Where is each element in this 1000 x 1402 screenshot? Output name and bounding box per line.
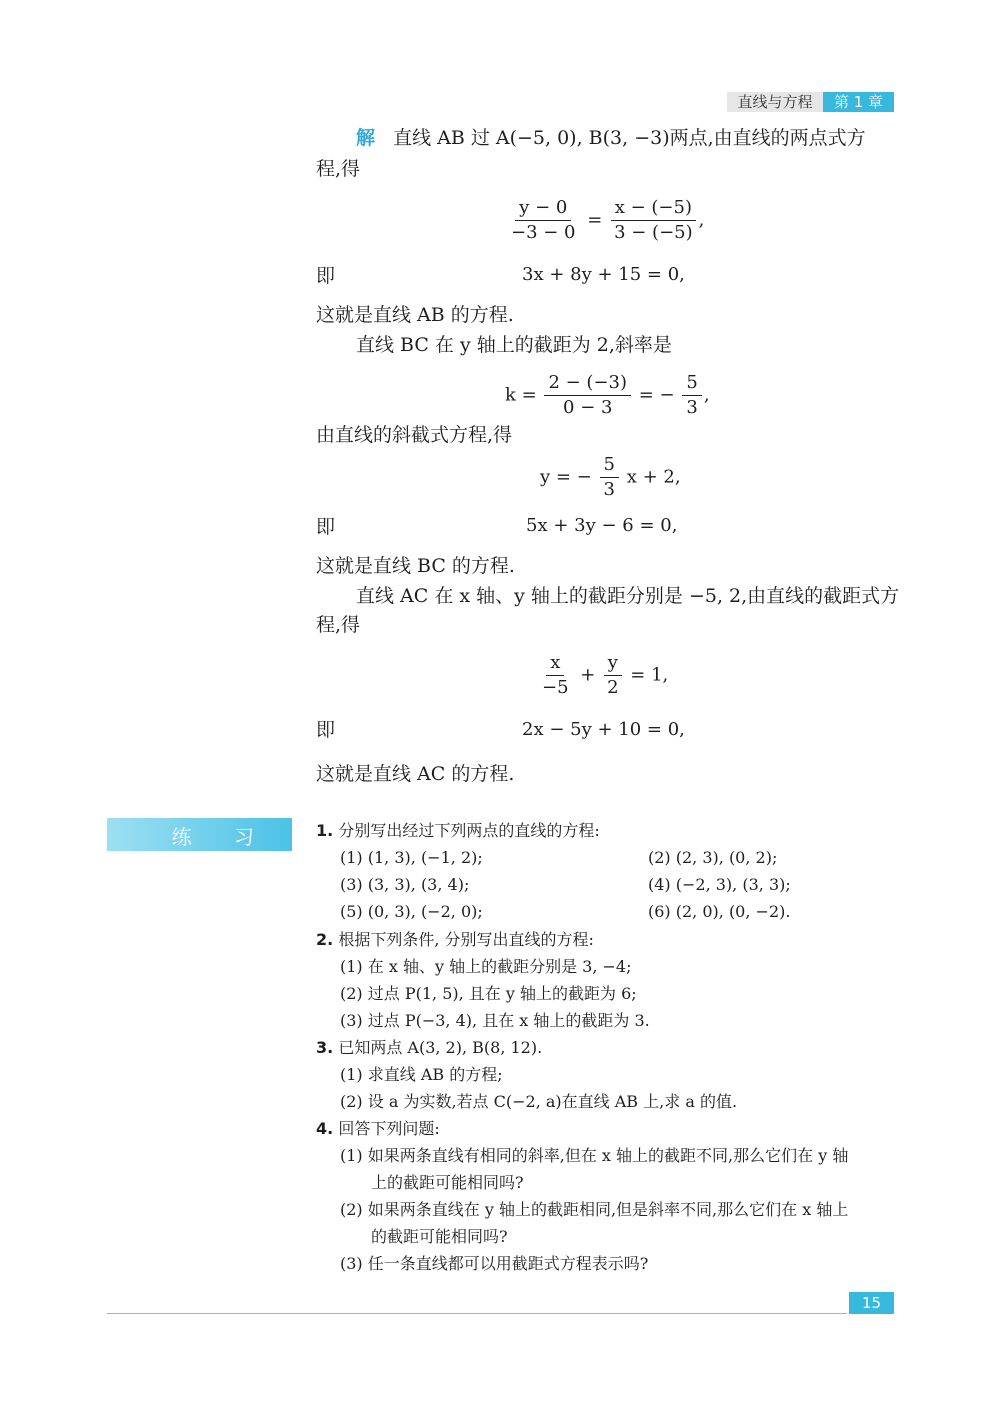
exercise-4-text: 回答下列问题:: [338, 1119, 440, 1138]
eq6-den1: −5: [542, 677, 569, 698]
eq3-mid: = −: [638, 384, 675, 406]
exercise-4-item-cont: 上的截距可能相同吗?: [371, 1173, 524, 1192]
page-number: 15: [849, 1292, 894, 1314]
solution-text-2: 程,得: [316, 158, 361, 180]
solution-text-slope-intercept: 由直线的斜截式方程,得: [316, 424, 513, 446]
solution-text-ac-2: 程,得: [316, 614, 361, 636]
eq6-den2: 2: [607, 677, 619, 698]
conclude-ab: 这就是直线 AB 的方程.: [316, 304, 514, 326]
eq6-right: = 1,: [630, 664, 669, 686]
exercise-1-item: (1) (1, 3), (−1, 2);: [340, 848, 483, 867]
exercise-1-item: (5) (0, 3), (−2, 0);: [340, 902, 483, 921]
exercise-2-item: (3) 过点 P(−3, 4), 且在 x 轴上的截距为 3.: [340, 1011, 650, 1030]
exercise-1-item: (3) (3, 3), (3, 4);: [340, 875, 470, 894]
equation-bc: 5x + 3y − 6 = 0,: [526, 515, 678, 536]
equation-ac: 2x − 5y + 10 = 0,: [522, 719, 685, 740]
solution-label: 解: [356, 127, 376, 149]
eq4-left: y = −: [540, 466, 592, 488]
exercise-1-item: (4) (−2, 3), (3, 3);: [648, 875, 791, 894]
exercise-1: [316, 818, 600, 844]
exercise-2-item: (1) 在 x 轴、y 轴上的截距分别是 3, −4;: [340, 957, 632, 976]
exercise-3-number: 3.: [316, 1038, 334, 1057]
exercise-2: [316, 927, 594, 953]
exercise-4-item: (2) 如果两条直线在 y 轴上的截距相同,但是斜率不同,那么它们在 x 轴上: [340, 1200, 849, 1219]
ji-label-2: 即: [316, 516, 336, 538]
exercise-3-text: 已知两点 A(3, 2), B(8, 12).: [338, 1038, 543, 1057]
exercise-2-text: 根据下列条件, 分别写出直线的方程:: [338, 930, 594, 949]
exercise-2-item: (2) 过点 P(1, 5), 且在 y 轴上的截距为 6;: [340, 984, 637, 1003]
exercise-4-number: 4.: [316, 1119, 334, 1138]
exercise-3-item: (1) 求直线 AB 的方程;: [340, 1065, 503, 1084]
exercise-3-item: (2) 设 a 为实数,若点 C(−2, a)在直线 AB 上,求 a 的值.: [340, 1092, 738, 1111]
practice-label: 练 习: [171, 825, 272, 849]
equation-slope-intercept: [540, 454, 681, 501]
practice-banner: [107, 818, 292, 851]
solution-line-1: [356, 124, 866, 152]
equation-slope: k = $\frac{2 - (-3)}{0 - 3}$ = − $\frac{5}{3}$ ,: [505, 372, 710, 418]
equation-ab: 3x + 8y + 15 = 0,: [522, 264, 685, 285]
eq4-right: x + 2,: [626, 466, 681, 488]
eq3-num2: 5: [682, 372, 701, 396]
exercise-3: [316, 1035, 542, 1061]
exercise-1-item: (2) (2, 3), (0, 2);: [648, 848, 778, 867]
exercise-1-item: (6) (2, 0), (0, −2).: [648, 902, 791, 921]
eq3-k: k =: [505, 384, 537, 406]
chapter-title: 直线与方程: [727, 92, 823, 112]
solution-text-1: 直线 AB 过 A(−5, 0), B(3, −3)两点,由直线的两点式方: [393, 127, 866, 149]
eq1-den-right: 3 − (−5): [614, 222, 693, 243]
exercise-2-number: 2.: [316, 930, 334, 949]
eq4-num: 5: [600, 454, 619, 478]
eq6-num2: y: [604, 652, 622, 676]
exercise-1-number: 1.: [316, 821, 334, 840]
eq1-num-left: y − 0: [515, 197, 571, 221]
conclude-ac: 这就是直线 AC 的方程.: [316, 763, 515, 785]
equation-two-point: $\frac{y - 0}{-3 - 0}$ = $\frac{x - (-5)}{3 - (-5)}$ ,: [505, 197, 704, 244]
exercise-4-item: (3) 任一条直线都可以用截距式方程表示吗?: [340, 1254, 649, 1273]
equation-intercept-form: $\frac{x}{-5}$ + $\frac{y}{2}$ = 1,: [536, 652, 668, 699]
solution-text-ac-1: 直线 AC 在 x 轴、y 轴上的截距分别是 −5, 2,由直线的截距式方: [356, 585, 900, 607]
exercise-1-text: 分别写出经过下列两点的直线的方程:: [338, 821, 600, 840]
exercise-4: [316, 1116, 440, 1142]
eq1-num-right: x − (−5): [611, 197, 696, 221]
exercise-4-item-cont: 的截距可能相同吗?: [371, 1227, 508, 1246]
eq1-den-left: −3 − 0: [511, 222, 576, 243]
ji-label-3: 即: [316, 719, 336, 741]
eq3-den2: 3: [686, 397, 698, 418]
eq3-den: 0 − 3: [563, 397, 613, 418]
solution-text-bc: 直线 BC 在 y 轴上的截距为 2,斜率是: [356, 334, 672, 356]
eq3-num: 2 − (−3): [544, 372, 631, 396]
exercise-4-item: (1) 如果两条直线有相同的斜率,但在 x 轴上的截距不同,那么它们在 y 轴: [340, 1146, 849, 1165]
ji-label-1: 即: [316, 265, 336, 287]
chapter-number: 第 1 章: [823, 92, 894, 112]
conclude-bc: 这就是直线 BC 的方程.: [316, 555, 515, 577]
footer-rule: [107, 1313, 847, 1314]
eq6-num1: x: [546, 652, 564, 676]
eq4-den: 3: [603, 479, 615, 500]
